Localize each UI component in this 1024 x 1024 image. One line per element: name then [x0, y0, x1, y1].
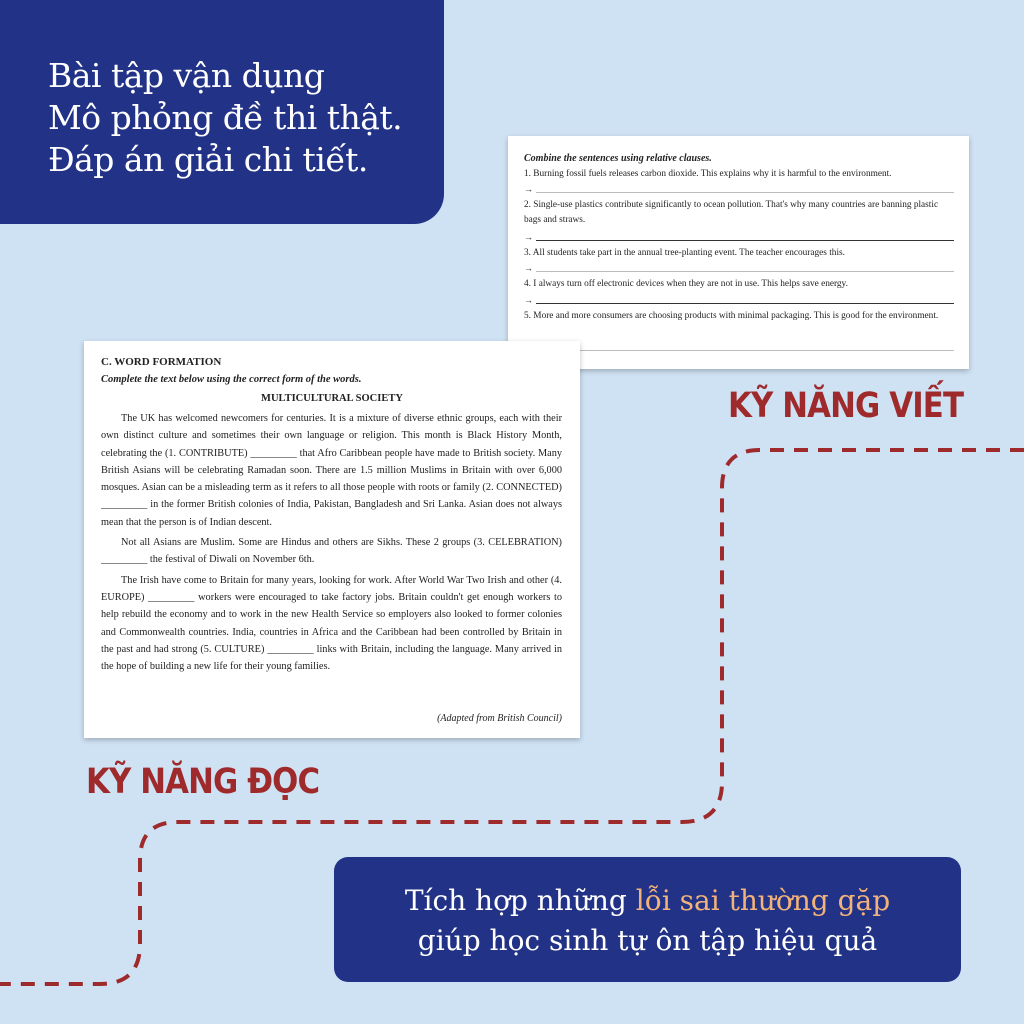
- hero-line-1: Bài tập vận dụng: [48, 56, 325, 95]
- reading-instruction: Complete the text below using the correct form of the words.: [101, 374, 362, 385]
- hero-line-2: Mô phỏng đề thi thật.: [48, 98, 403, 137]
- writing-item-3: 3. All students take part in the annual tree-planting event. The teacher encourages this.: [524, 248, 845, 258]
- answer-line-4: [524, 294, 954, 306]
- reading-title: MULTICULTURAL SOCIETY: [261, 393, 403, 404]
- arrow-icon: →: [524, 232, 533, 242]
- reading-skill-label: KỸ NĂNG ĐỌC: [86, 762, 320, 802]
- answer-line-3: [524, 262, 954, 274]
- writing-instruction: Combine the sentences using relative clauses.: [524, 153, 712, 164]
- callout-line-2: giúp học sinh tự ôn tập hiệu quả: [417, 924, 878, 957]
- answer-line-1: [524, 183, 954, 195]
- reading-body: [101, 410, 562, 675]
- reading-paragraph-1: The UK has welcomed newcomers for centuries. It is a mixture of diverse ethnic groups, each with their own distinct culture and sometimes their own language or religion. This month is Black History Month, celebrating the (1. CONTRIBUTE) _________ that Afro Caribbean people have made to British society. Many British Asians will be celebrating Ramadan soon. There are 1.5 million Muslims in Britain with over 6,000 mosques. Asian can be a misleading term as it refers to all those people with roots or family (2. CONNECTED) _________ in the former British colonies of India, Pakistan, Bangladesh and Sri Lanka. Asian does not always mean that the person is of Indian descent.: [101, 413, 562, 528]
- arrow-icon: →: [524, 184, 533, 194]
- reading-heading: C. WORD FORMATION: [101, 356, 222, 368]
- writing-item-2: 2. Single-use plastics contribute significantly to ocean pollution. That's why many countries are banning plastic bags and straws.: [524, 200, 939, 225]
- arrow-icon: →: [524, 263, 533, 273]
- reading-paragraph-3: The Irish have come to Britain for many years, looking for work. After World War Two Irish and other (4. EUROPE) _________ workers were encouraged to take factory jobs. Britain couldn't get enough workers to help rebuild the economy and to work in the new Health Service so employers also looked to former colonies and Commonwealth countries. India, countries in Africa and the Caribbean had been controlled by Britain in the past and had strong (5. CULTURE) _________ links with Britain, including the language. Many arrived in the hope of building a new life for their young families.: [101, 574, 562, 673]
- hero-line-3: Đáp án giải chi tiết.: [48, 140, 368, 179]
- callout-highlight: lỗi sai thường gặp: [635, 884, 891, 917]
- writing-item-1: 1. Burning fossil fuels releases carbon dioxide. This explains why it is harmful to the environment.: [524, 169, 892, 179]
- arrow-icon: →: [524, 295, 533, 305]
- writing-item-5: 5. More and more consumers are choosing products with minimal packaging. This is good for the environment.: [524, 311, 939, 321]
- writing-skill-label: KỸ NĂNG VIẾT: [728, 386, 964, 426]
- reading-worksheet-card: [84, 341, 580, 738]
- reading-paragraph-2: Not all Asians are Muslim. Some are Hindus and others are Sikhs. These 2 groups (3. CELEBRATION) _________ the festival of Diwali on November 6th.: [101, 537, 562, 566]
- callout-line-1: Tích hợp những lỗi sai thường gặp: [404, 884, 891, 917]
- writing-worksheet-card: [508, 136, 969, 369]
- reading-source: (Adapted from British Council): [437, 713, 562, 724]
- answer-line-5: [524, 341, 954, 353]
- feature-callout: [334, 857, 961, 982]
- writing-item-4: 4. I always turn off electronic devices when they are not in use. This helps save energy.: [524, 279, 848, 289]
- answer-line-2: [524, 231, 954, 243]
